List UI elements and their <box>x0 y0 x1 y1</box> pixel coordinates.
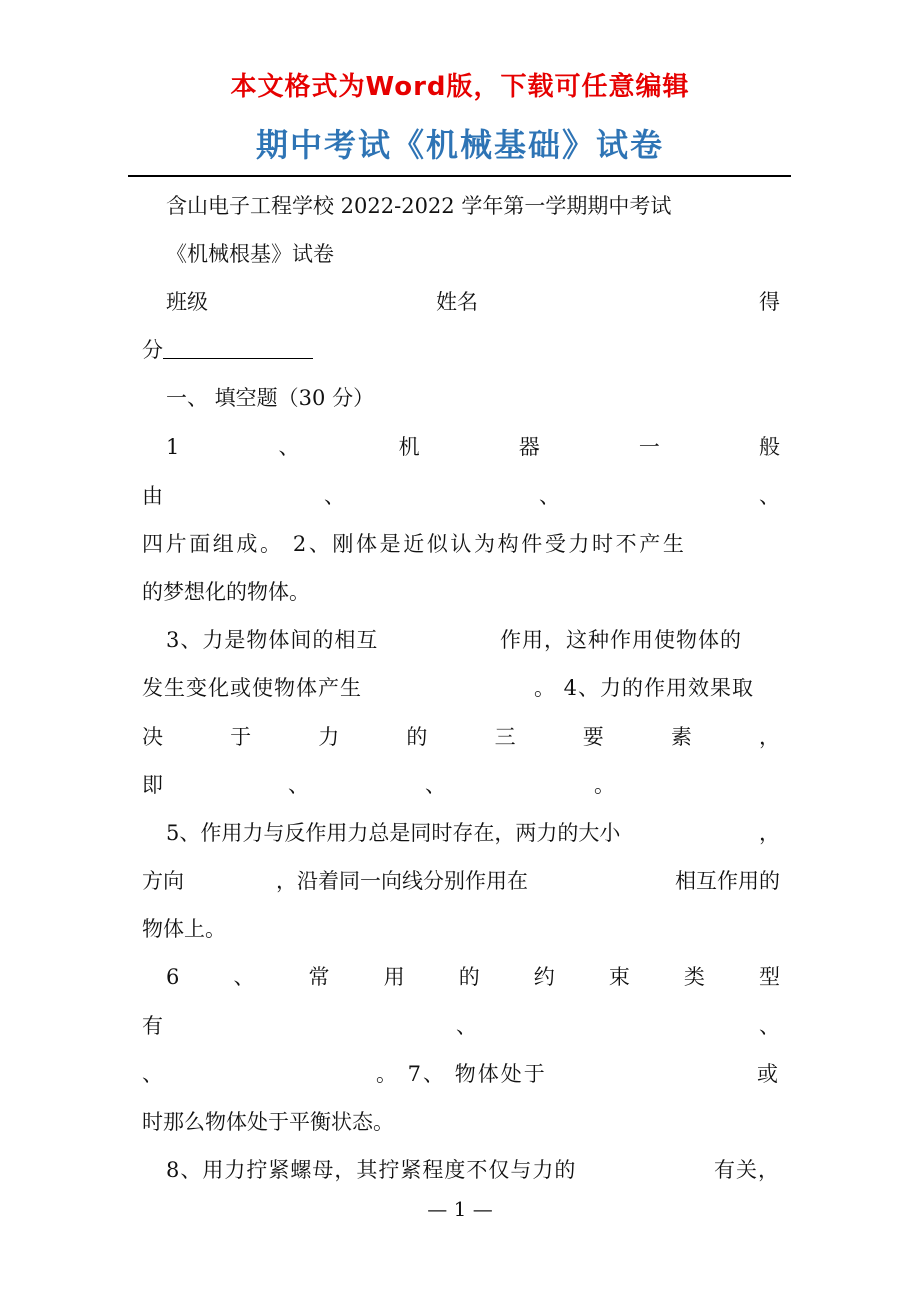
q6-part: 、 <box>456 1014 477 1038</box>
page-number: — 1 — <box>427 1197 493 1221</box>
q4-part: ， <box>758 725 780 749</box>
q5-text: ，沿着同一向线分别作用在 <box>276 869 528 893</box>
q6-line-b <box>142 1011 780 1041</box>
q6-text: 或 <box>757 1062 780 1086</box>
q8-line-a <box>142 1155 780 1185</box>
name-label: 姓名 <box>436 290 478 314</box>
q1-part: 由 <box>142 484 163 508</box>
q4-part: 。 <box>594 773 615 797</box>
q1-part: 机 <box>398 435 420 459</box>
q5-text: 方向 <box>142 869 184 893</box>
q4-part: 的 <box>406 725 428 749</box>
q1-part: 一 <box>638 435 660 459</box>
q4-part: 力 <box>318 725 340 749</box>
q8-text: 8、用力拧紧螺母，其拧紧程度不仅与力的 <box>166 1158 577 1182</box>
info-line <box>142 287 780 317</box>
q6-part: 束 <box>608 965 630 989</box>
q6-part: 的 <box>458 965 480 989</box>
q4-part: 于 <box>230 725 252 749</box>
q4-part: 决 <box>142 725 163 749</box>
q6-part: 型 <box>759 965 780 989</box>
header-line-1: 含山电子工程学校 2022-2022 学年第一学期期中考试 <box>166 194 672 218</box>
q4-part: 即 <box>142 773 163 797</box>
q6-part: 常 <box>308 965 330 989</box>
q6-part: 、 <box>233 965 255 989</box>
q3-text: 发生变化或使物体产生 <box>142 676 362 700</box>
q6-line-c <box>142 1059 780 1089</box>
q1-part: 、 <box>324 484 345 508</box>
score-label-cont: 分 <box>142 338 163 362</box>
q8-text: 有关， <box>714 1158 780 1182</box>
title-divider <box>128 175 791 177</box>
banner-text: 本文格式为Word版，下载可任意编辑 <box>230 72 690 102</box>
q6-part: 约 <box>533 965 555 989</box>
q3-line-a <box>142 625 780 655</box>
q1-line-c: 四片面组成。 2、刚体是近似认为构件受力时不产生 <box>142 532 687 556</box>
q6-part: 用 <box>383 965 405 989</box>
q6-text: 。 7、 物体处于 <box>376 1062 547 1086</box>
header-line-2: 《机械根基》试卷 <box>166 242 334 266</box>
score-line <box>142 335 780 365</box>
score-label: 得 <box>759 290 780 314</box>
q4-part: 、 <box>288 773 309 797</box>
q3-text: 。 4、力的作用效果取 <box>534 676 755 700</box>
q6-part: 、 <box>759 1014 780 1038</box>
q5-text: 相互作用的 <box>675 869 780 893</box>
q5-text: 5、作用力与反作用力总是同时存在，两力的大小 <box>166 821 621 845</box>
q6-part: 6 <box>166 965 180 989</box>
q6-part: 类 <box>683 965 705 989</box>
class-label: 班级 <box>166 290 208 314</box>
q5-text: ， <box>759 821 780 845</box>
q6-part: 有 <box>142 1014 163 1038</box>
q3-line-b <box>142 673 780 703</box>
q6-line-d: 时那么物体处于平衡状态。 <box>142 1110 394 1134</box>
q5-line-a <box>142 818 780 848</box>
q1-line-b <box>142 481 780 511</box>
q3-text: 作用，这种作用使物体的 <box>500 628 742 652</box>
q1-part: 、 <box>278 435 300 459</box>
section-heading: 一、 填空题（30 分） <box>166 386 375 410</box>
q1-line-a <box>142 432 780 462</box>
q4-part: 素 <box>670 725 692 749</box>
q6-text: 、 <box>142 1062 165 1086</box>
q4-part: 三 <box>494 725 516 749</box>
q1-part: 器 <box>518 435 540 459</box>
q1-part: 般 <box>759 435 780 459</box>
q1-part: 、 <box>759 484 780 508</box>
q4-part: 要 <box>582 725 604 749</box>
q4-part: 、 <box>425 773 446 797</box>
q5-line-b <box>142 866 780 896</box>
q1-line-d: 的梦想化的物体。 <box>142 580 310 604</box>
q3-line-c <box>142 722 780 752</box>
q6-line-a <box>142 962 780 992</box>
q3-line-d <box>142 770 780 800</box>
document-title: 期中考试《机械基础》试卷 <box>255 126 664 164</box>
q1-part: 、 <box>539 484 560 508</box>
q1-part: 1 <box>166 435 180 459</box>
q3-text: 3、力是物体间的相互 <box>166 628 379 652</box>
score-blank[interactable] <box>163 336 313 359</box>
q5-line-c: 物体上。 <box>142 917 226 941</box>
